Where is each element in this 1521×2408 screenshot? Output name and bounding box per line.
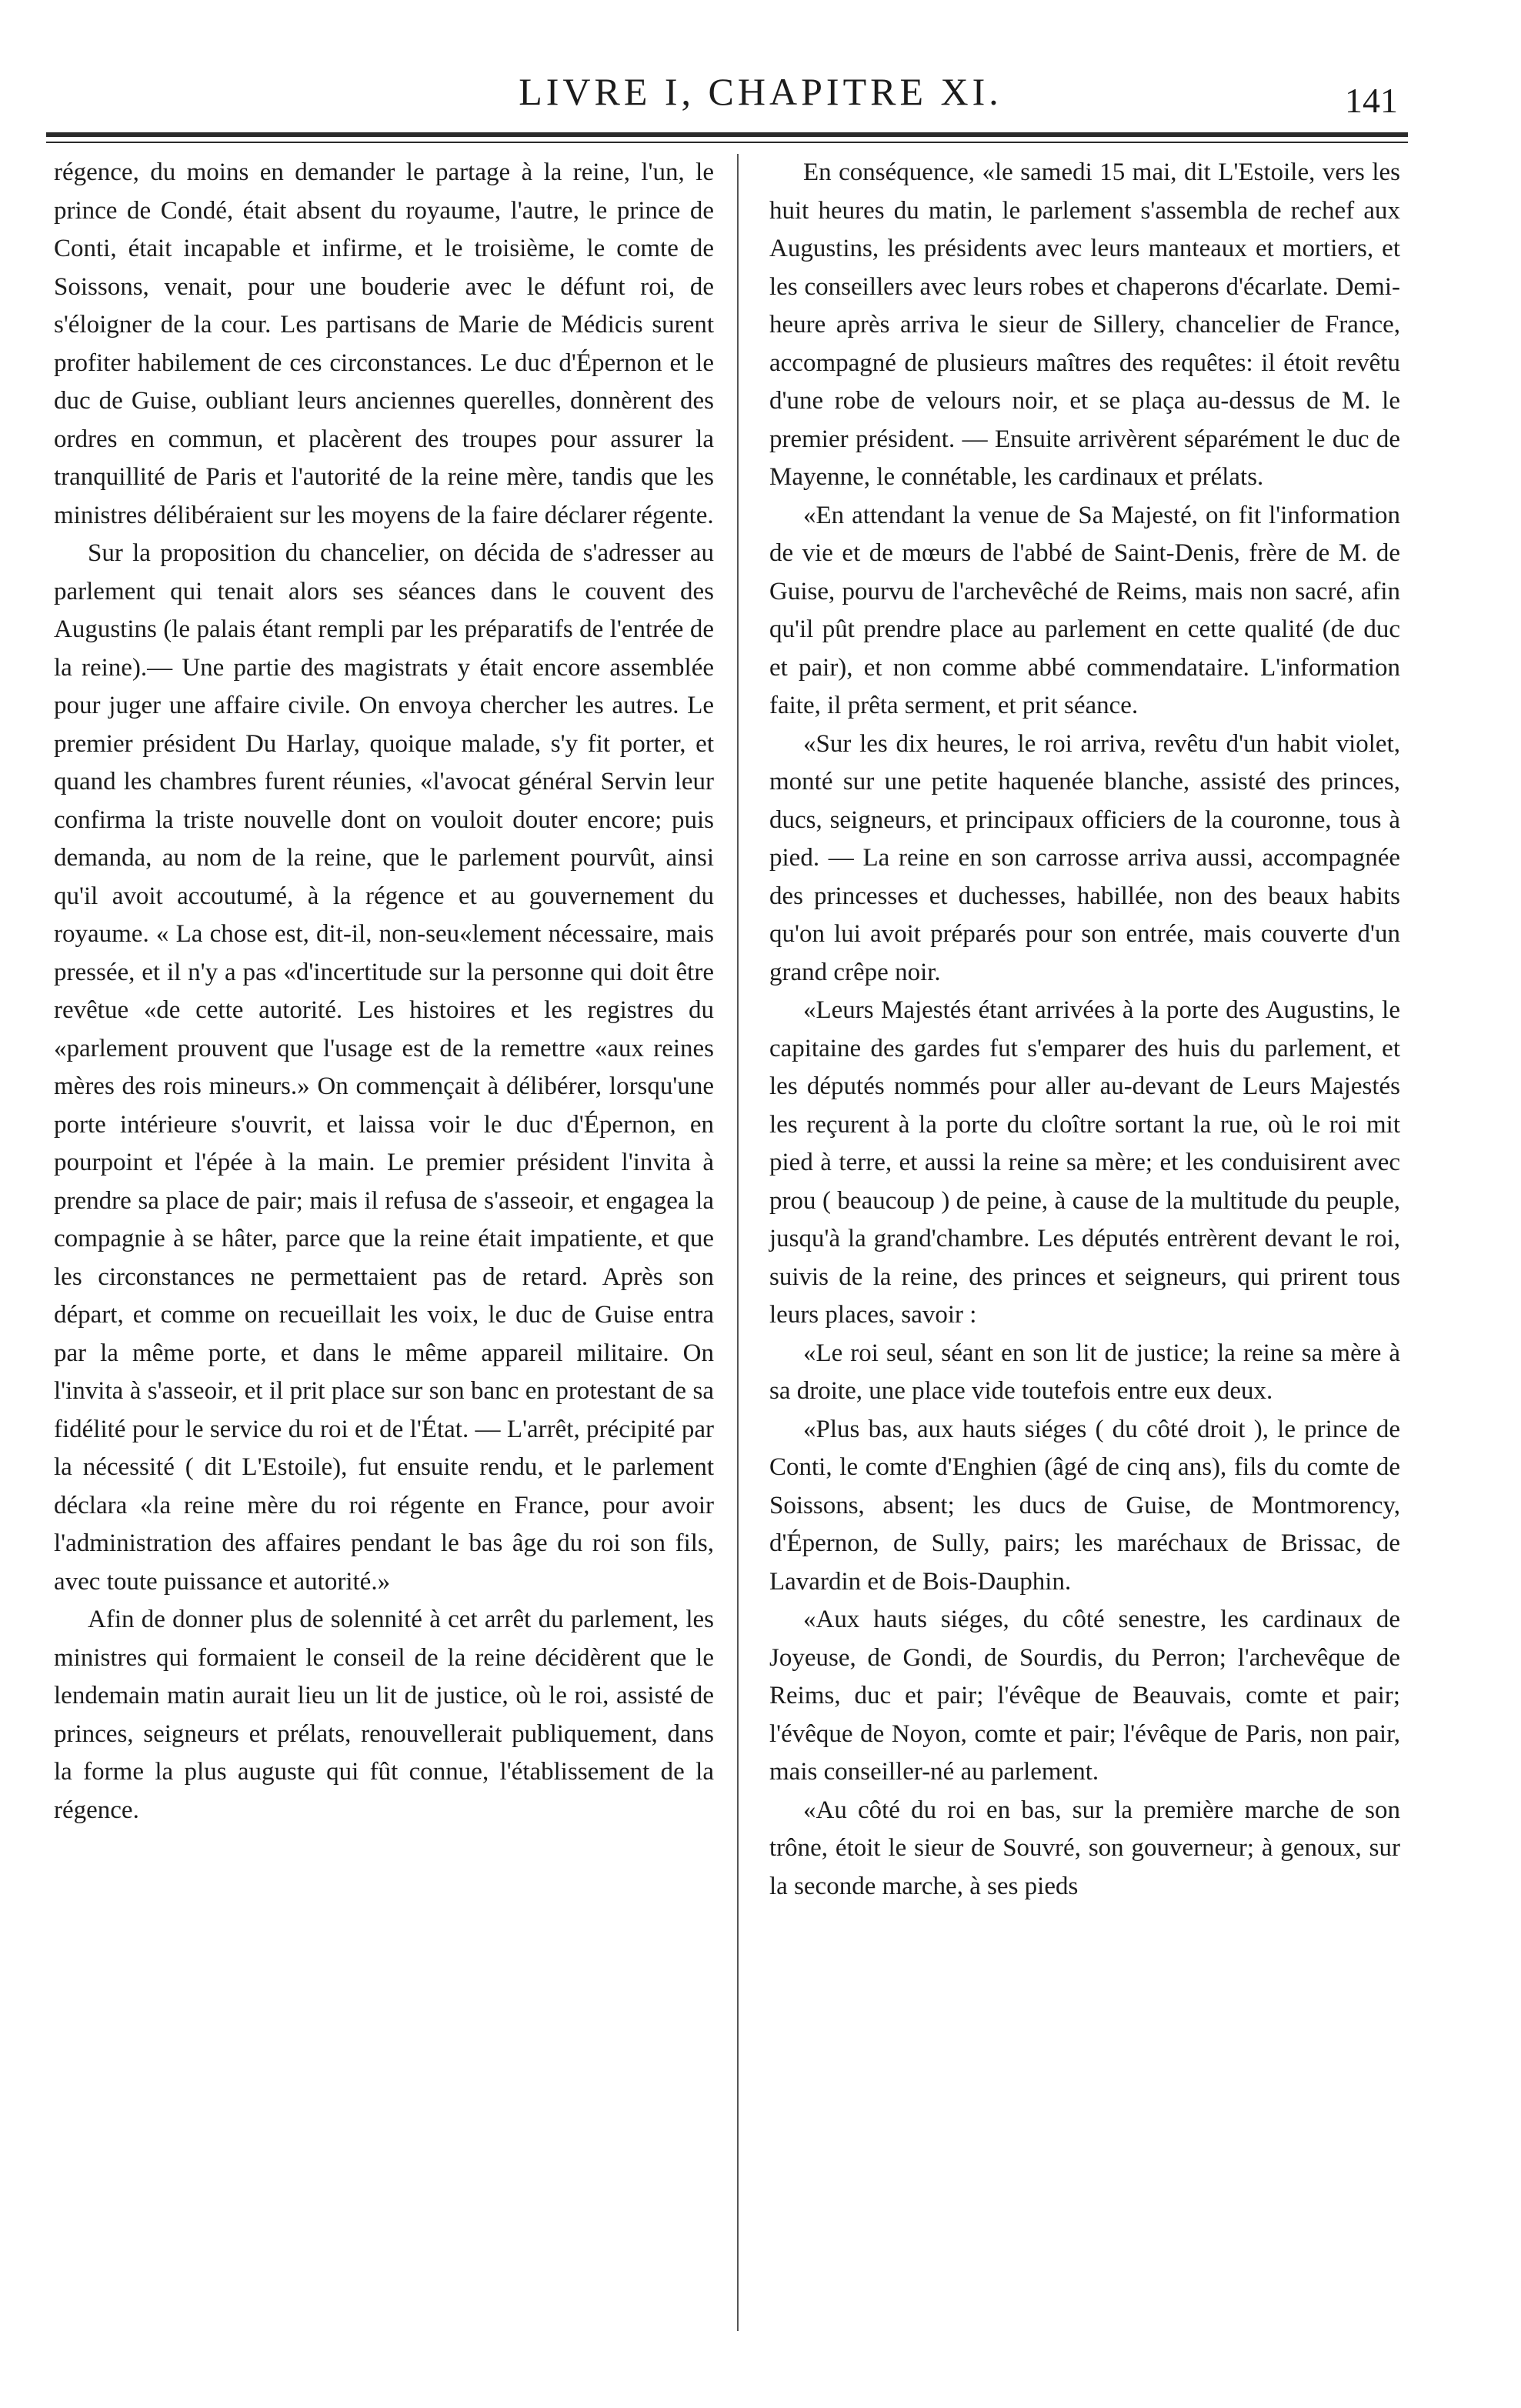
paragraph: «Au côté du roi en bas, sur la première marche de son trône, étoit le sieur de Souvré, son gouverneur; à genoux, sur la seconde marche, à ses pieds — [769, 1796, 1400, 1900]
paragraph: Afin de donner plus de solennité à cet arrêt du parlement, les ministres qui formaient le conseil de la reine décidèrent que le lendemain matin aurait lieu un lit de justice, où le roi, assisté de princes, seigneurs et prélats, renouvellerait publiquement, dans la forme la plus auguste qui fût connue, l'établissement de la régence. — [54, 1606, 714, 1824]
paragraph: régence, du moins en demander le partage à la reine, l'un, le prince de Condé, était absent du royaume, l'autre, le prince de Conti, était incapable et infirme, et le troisième, le comte de Soissons, venait, pour une bouderie avec le défunt roi, de s'éloigner de la cour. Les partisans de Marie de Médicis surent profiter habilement de ces circonstances. Le duc d'Épernon et le duc de Guise, oubliant leurs anciennes querelles, donnèrent des ordres en commun, et placèrent des troupes pour assurer la tranquillité de Paris et l'autorité de la reine mère, tandis que les ministres délibéraient sur les moyens de la faire déclarer régente. — [54, 158, 714, 529]
paragraph: «Plus bas, aux hauts siéges ( du côté droit ), le prince de Conti, le comte d'Enghien (âgé de cinq ans), fils du comte de Soissons, absent; les ducs de Guise, de Montmorency, d'Épernon, de Sully, pairs; les maréchaux de Brissac, de Lavardin et de Bois-Dauphin. — [769, 1415, 1400, 1596]
paragraph: «En attendant la venue de Sa Majesté, on fit l'information de vie et de mœurs de l'abbé de Saint-Denis, frère de M. de Guise, pourvu de l'archevêché de Reims, mais non sacré, afin qu'il pût prendre place au parlement en cette qualité (de duc et pair), et non comme abbé commendataire. L'information faite, il prêta serment, et prit séance. — [769, 501, 1400, 719]
page-number: 141 — [1345, 81, 1398, 120]
paragraph: Sur la proposition du chancelier, on décida de s'adresser au parlement qui tenait alors ses séances dans le couvent des Augustins (le palais étant rempli par les préparatifs de l'entrée de la reine).— Une partie des magistrats y était encore assemblée pour juger une affaire civile. On envoya chercher les autres. Le premier président Du Harlay, quoique malade, s'y fit porter, et quand les chambres furent réunies, «l'avocat général Servin leur confirma la triste nouvelle dont on vouloit douter encore; puis demanda, au nom de la reine, que le parlement pourvût, ainsi qu'il avoit accoutumé, à la régence et au gouvernement du royaume. « La chose est, dit-il, non-seu«lement nécessaire, mais pressée, et il n'y a pas «d'incertitude sur la personne qui doit être revêtue «de cette autorité. Les histoires et les registres du «parlement prouvent que l'usage est de la remettre «aux reines mères des rois mineurs.» On commençait à délibérer, lorsqu'une porte intérieure s'ouvrit, et laissa voir le duc d'Épernon, en pourpoint et l'épée à la main. Le premier président l'invita à prendre sa place de pair; mais il refusa de s'asseoir, et engagea la compagnie à se hâter, parce que la reine était impatiente, et que les circonstances ne permettaient pas de retard. Après son départ, et comme on recueillait les voix, le duc de Guise entra par la même porte, et dans le même appareil militaire. On l'invita à s'asseoir, et il prit place sur son banc en protestant de sa fidélité pour le service du roi et de l'État. — L'arrêt, précipité par la nécessité ( dit L'Estoile), fut ensuite rendu, et le parlement déclara «la reine mère du roi régente en France, pour avoir l'administration des affaires pendant le bas âge du roi son fils, avec toute puissance et autorité.» — [54, 539, 714, 1596]
paragraph: «Le roi seul, séant en son lit de justice; la reine sa mère à sa droite, une place vide toutefois entre eux deux. — [769, 1339, 1400, 1405]
paragraph: «Leurs Majestés étant arrivées à la porte des Augustins, le capitaine des gardes fut s'emparer des huis du parlement, et les députés nommés pour aller au-devant de Leurs Majestés les reçurent à la porte du cloître sortant la rue, où le roi mit pied à terre, et aussi la reine sa mère; et les conduisirent avec prou ( beaucoup ) de peine, à cause de la multitude du peuple, jusqu'à la grand'chambre. Les députés entrèrent devant le roi, suivis de la reine, des princes et seigneurs, qui prirent tous leurs places, savoir : — [769, 996, 1400, 1329]
paragraph: En conséquence, «le samedi 15 mai, dit L'Estoile, vers les huit heures du matin, le parlement s'assembla de rechef aux Augustins, les présidents avec leurs manteaux et mortiers, et les conseillers avec leurs robes et chaperons d'écarlate. Demi-heure après arriva le sieur de Sillery, chancelier de France, accompagné de plusieurs maîtres des requêtes: il étoit revêtu d'une robe de velours noir, et se plaça au-dessus de M. le premier président. — Ensuite arrivèrent séparément le duc de Mayenne, le connétable, les cardinaux et prélats. — [769, 158, 1400, 491]
header-rule-thin — [46, 142, 1408, 143]
right-column — [769, 154, 1400, 1906]
paragraph: «Aux hauts siéges, du côté senestre, les cardinaux de Joyeuse, de Gondi, de Sourdis, du Perron; l'archevêque de Reims, duc et pair; l'évêque de Beauvais, comte et pair; l'évêque de Noyon, comte et pair; l'évêque de Paris, non pair, mais conseiller-né au parlement. — [769, 1606, 1400, 1786]
running-head: LIVRE I, CHAPITRE XI. — [519, 70, 1002, 113]
page-header — [0, 65, 1521, 126]
column-divider — [737, 154, 739, 2331]
paragraph: «Sur les dix heures, le roi arriva, revêtu d'un habit violet, monté sur une petite haquenée blanche, assisté des princes, ducs, seigneurs, et principaux officiers de la couronne, tous à pied. — La reine en son carrosse arriva aussi, accompagnée des princesses et duchesses, habillée, non des beaux habits qu'on lui avoit préparés pour son entrée, mais couverte d'un grand crêpe noir. — [769, 729, 1400, 986]
left-column — [54, 154, 714, 1829]
header-rule-thick — [46, 132, 1408, 137]
